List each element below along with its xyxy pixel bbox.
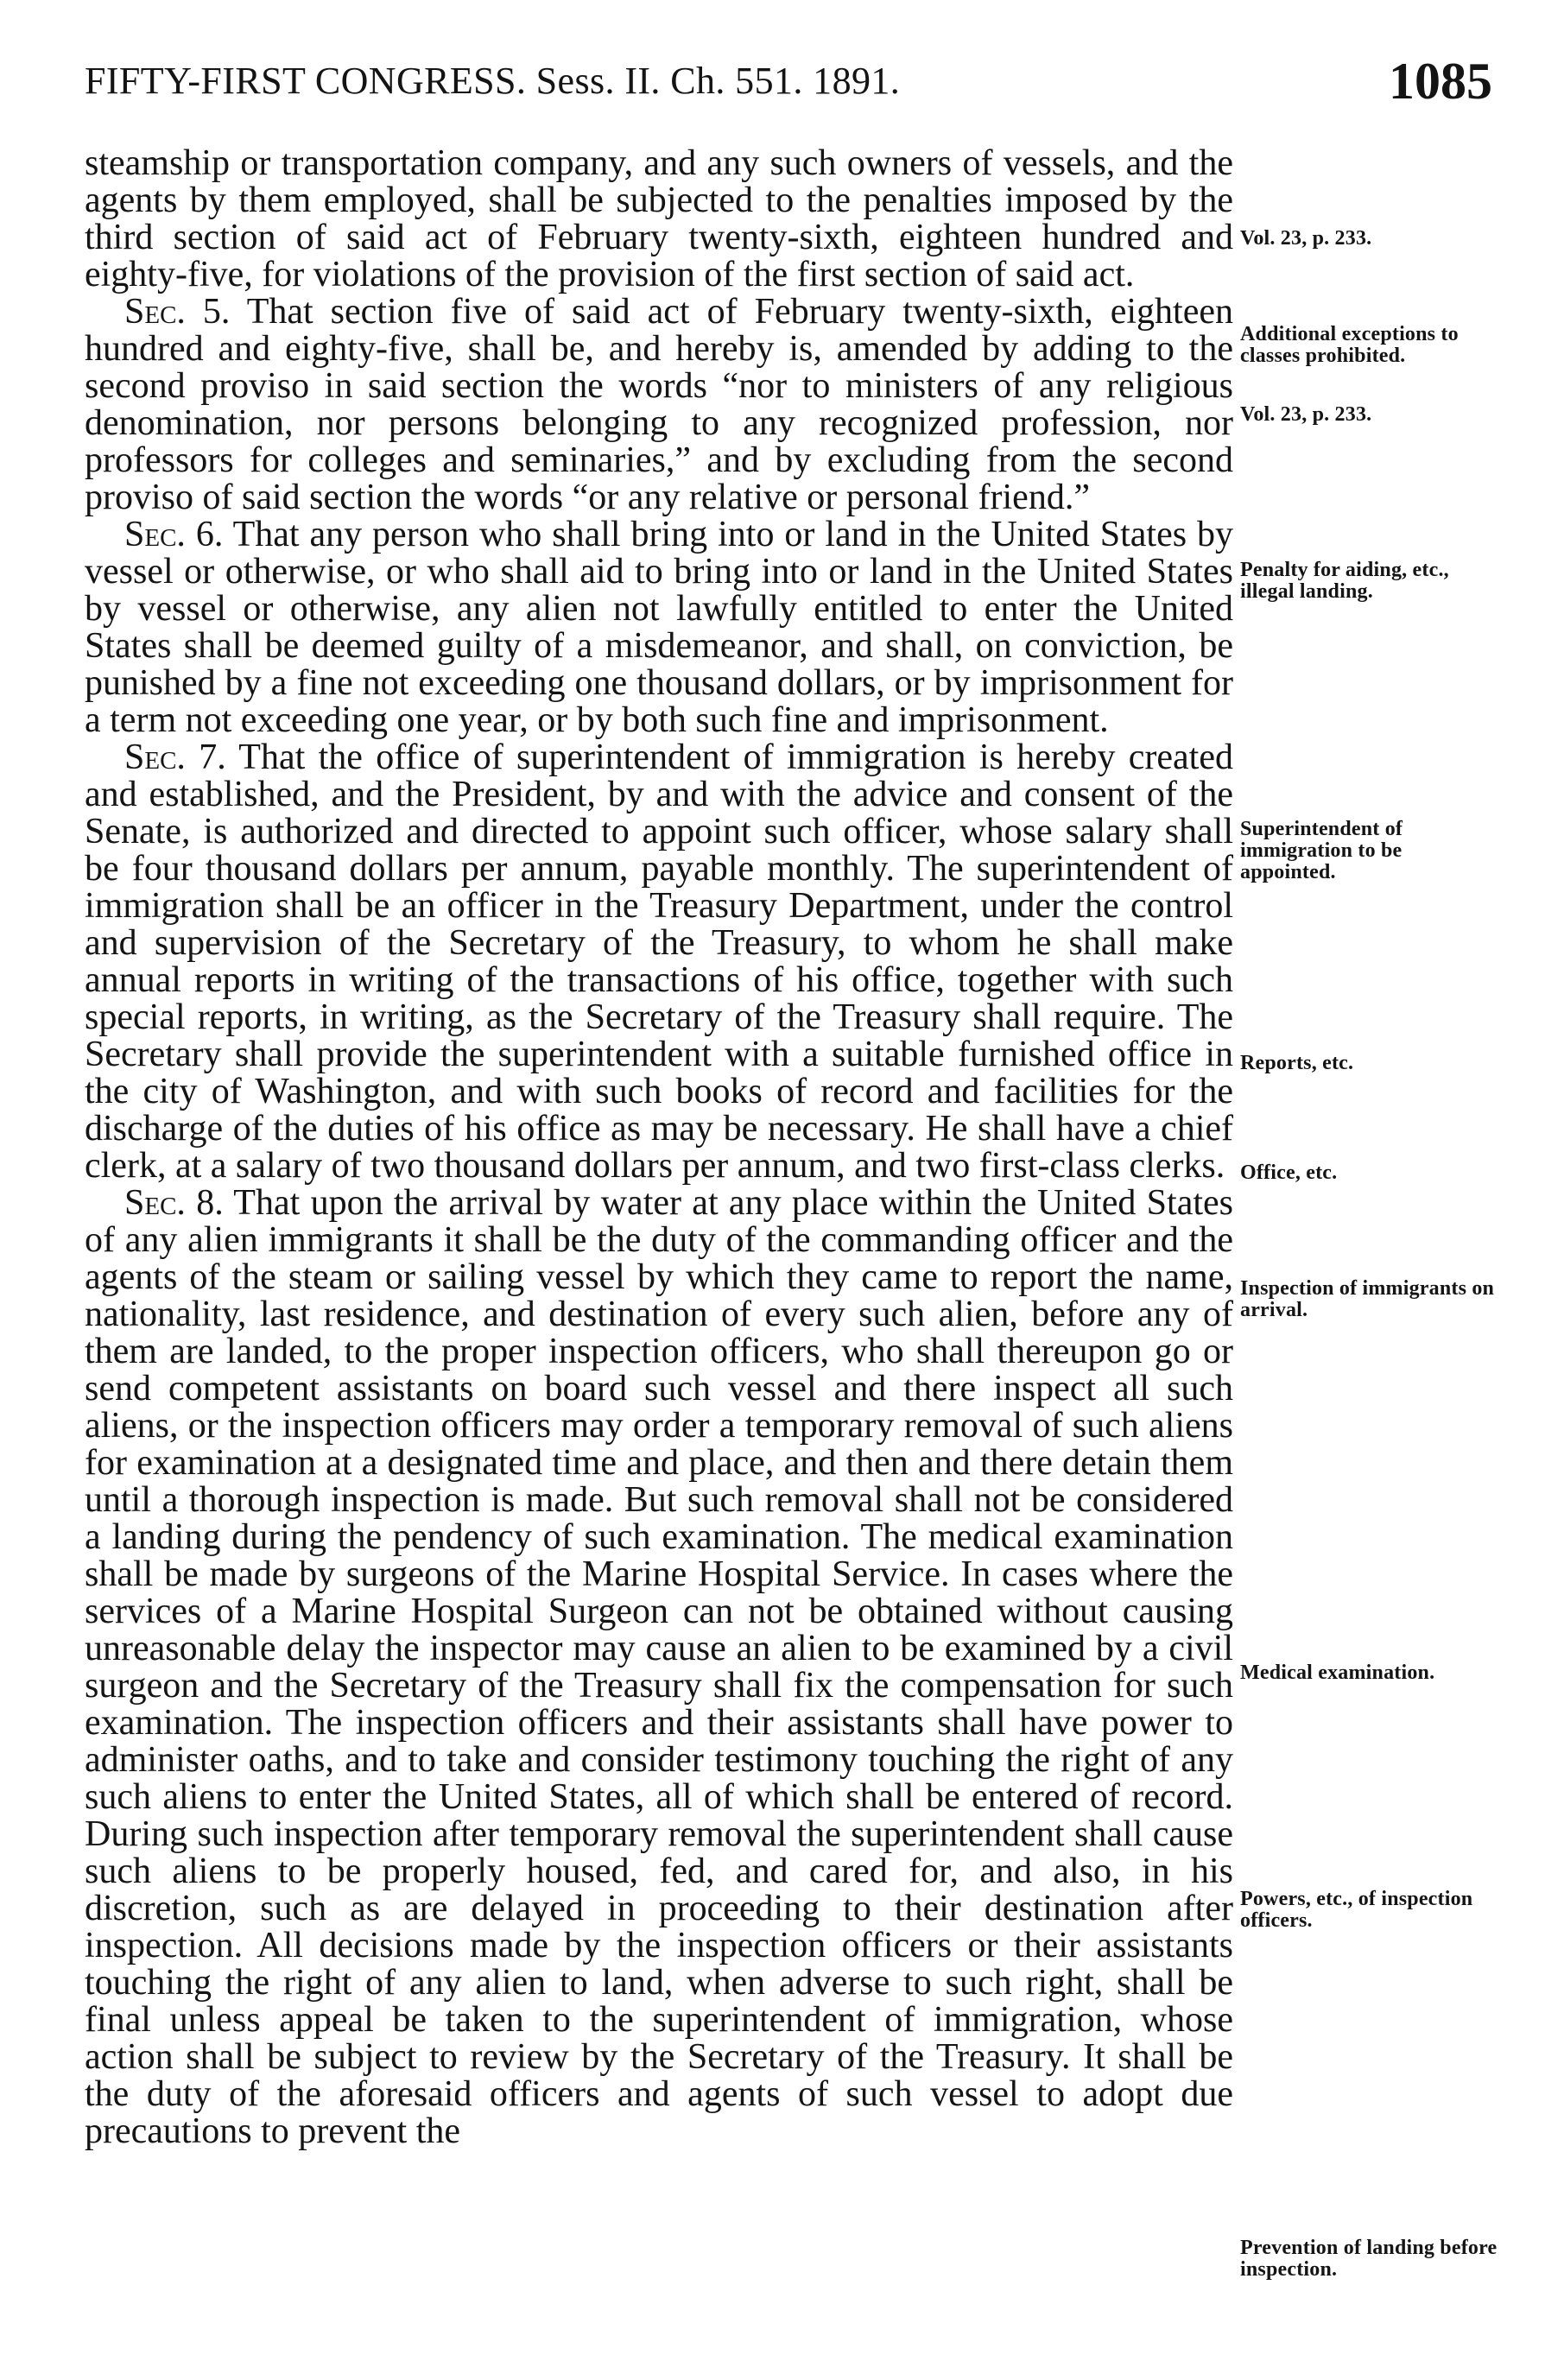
margin-note-office: Office, etc. — [1240, 1162, 1338, 1184]
section-7 — [85, 739, 1233, 1185]
section-8-label: Sec. 8. — [124, 1183, 224, 1223]
margin-note-superintendent: Superintendent of immigration to be appointed. — [1240, 818, 1403, 883]
page-header — [85, 50, 1492, 119]
section-8 — [85, 1185, 1233, 2150]
section-6 — [85, 516, 1233, 739]
section-6-label: Sec. 6. — [124, 515, 224, 554]
margin-note-vol-ref-1: Vol. 23, p. 233. — [1240, 227, 1372, 250]
section-6-text: That any person who shall bring into or land in the United States by vessel or otherwise, or who shall aid to bring into or land in the United States by vessel or otherwise, any alien not lawfully entitled to enter the United States shall be deemed guilty of a misdemeanor, and shall, on conviction, be punished by a fine not exceeding one thousand dollars, or by imprisonment for a term not exceeding one year, or by both such fine and imprisonment. — [85, 515, 1233, 740]
margin-note-medical: Medical examination. — [1240, 1662, 1435, 1684]
paragraph-continued: steamship or transportation company, and any such owners of vessels, and the agents by them employed, shall be subjected to the penalties imposed by the third section of said act of February twenty-sixth, eighteen hundred and eighty-five, for violations of the provision of the first section of said act. — [85, 143, 1233, 294]
section-5-label: Sec. 5. — [124, 292, 231, 332]
section-8-text: That upon the arrival by water at any place within the United States of any alien immigrants it shall be the duty of the commanding officer and the agents of the steam or sailing vessel by which they came to report the name, nationality, last residence, and destination of every such alien, before any of them are landed, to the proper inspection officers, who shall thereupon go or send competent assistants on board such vessel and there inspect all such aliens, or the inspection officers may order a temporary removal of such aliens for examination at a designated time and place, and then and there detain them until a thorough inspection is made. But such removal shall not be considered a landing during the pendency of such examination. The medical examination shall be made by surgeons of the Marine Hospital Service. In cases where the services of a Marine Hospital Surgeon can not be obtained without causing unreasonable delay the inspector may cause an alien to be examined by a civil surgeon and the Secretary of the Treasury shall fix the compensation for such examination. The inspection officers and their assistants shall have power to administer oaths, and to take and consider testimony touching the right of any such aliens to enter the United States, all of which shall be entered of record. During such inspection after temporary removal the superintendent shall cause such aliens to be properly housed, fed, and cared for, and also, in his discretion, such as are delayed in proceeding to their destination after inspection. All decisions made by the inspection officers or their assistants touching the right of any alien to land, when adverse to such right, shall be final unless appeal be taken to the superintendent of immigration, whose action shall be subject to review by the Secretary of the Treasury. It shall be the duty of the aforesaid officers and agents of such vessel to adopt due precautions to prevent the — [85, 1183, 1234, 2151]
margin-note-reports: Reports, etc. — [1240, 1052, 1354, 1074]
margin-note-prevention: Prevention of landing before inspection. — [1240, 2237, 1498, 2281]
section-5 — [85, 294, 1233, 516]
running-head: FIFTY-FIRST CONGRESS. Sess. II. Ch. 551. 1891. — [85, 60, 901, 102]
section-5-text: That section five of said act of February twenty-sixth, eighteen hundred and eighty-five, shall be, and hereby is, amended by adding to the second proviso in said section the words “nor to ministers of any religious denomination, nor persons belonging to any recognized profession, nor professors for colleges and seminaries,” and by excluding from the second proviso of said section the words “or any relative or personal friend.” — [85, 292, 1233, 517]
margin-note-powers: Powers, etc., of inspection officers. — [1240, 1888, 1473, 1932]
margin-note-vol-ref-2: Vol. 23, p. 233. — [1240, 403, 1372, 426]
margin-note-penalty: Penalty for aiding, etc., illegal landing. — [1240, 559, 1449, 603]
page-number: 1085 — [1389, 53, 1492, 110]
margin-note-additional-exceptions: Additional exceptions to classes prohibited. — [1240, 323, 1459, 367]
margin-note-inspection: Inspection of immigrants on arrival. — [1240, 1277, 1495, 1321]
section-7-label: Sec. 7. — [124, 737, 226, 777]
section-7-text: That the office of superintendent of immigration is hereby created and established, and the President, by and with the advice and consent of the Senate, is authorized and directed to appoint such officer, whose salary shall be four thousand dollars per annum, payable monthly. The superintendent of immigration shall be an officer in the Treasury Department, under the control and supervision of the Secretary of the Treasury, to whom he shall make annual reports in writing of the transactions of his office, together with such special reports, in writing, as the Secretary of the Treasury shall require. The Secretary shall provide the superintendent with a suitable furnished office in the city of Washington, and with such books of record and facilities for the discharge of the duties of his office as may be necessary. He shall have a chief clerk, at a salary of two thousand dollars per annum, and two first-class clerks. — [85, 737, 1233, 1186]
body-text — [85, 145, 1233, 2150]
